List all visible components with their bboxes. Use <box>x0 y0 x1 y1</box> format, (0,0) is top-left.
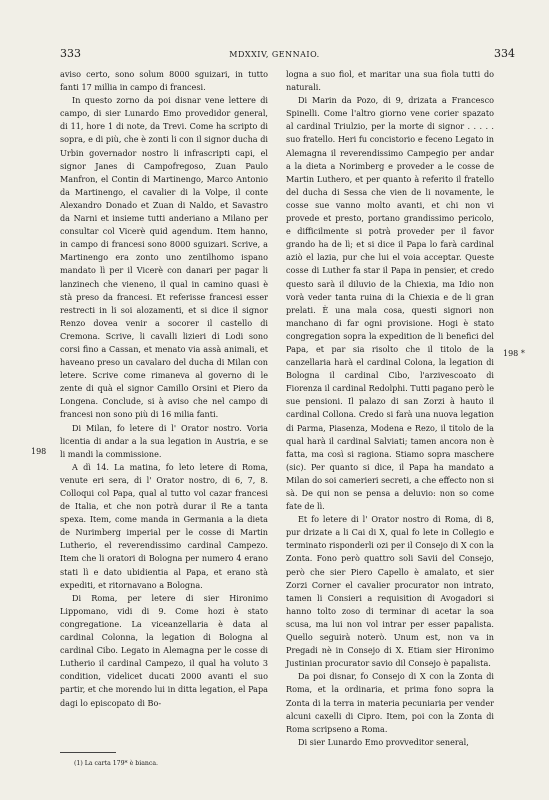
footnote-rule <box>60 752 116 753</box>
footnote: (1) La carta 179* è bianca. <box>74 760 158 767</box>
right-column-paragraph: logna a suo fiol, et maritar una sua fiola tutti do naturali. <box>286 69 494 93</box>
right-text-column <box>286 68 494 749</box>
left-column-paragraph: Di Milan, fo letere di l' Orator nostro. Voria licentia di andar a la sua legation in Austria, e se li mandi la commissione. <box>60 422 268 459</box>
left-margin-note: 198 <box>31 447 47 456</box>
right-margin-note: 198 * <box>503 349 525 358</box>
left-column-paragraph: Di Roma, per letere di sier Hironimo Lippomano, vidi di 9. Come hozi è stato congregatione. La viceanzellaria è data al cardinal Colonna, la legation di Bologna al cardinal Cibo. Legato in Alemagna per le cosse di Lutherio il cardinal Campezo, il qual ha voluto 3 condition, videlicet ducati 2000 avanti el suo partir, et che morendo lui in ditta legation, el Papa dagi lo episcopato di Bo- <box>60 592 268 708</box>
left-column-paragraph: A dì 14. La matina, fo leto letere di Roma, venute eri sera, di l' Orator nostro, di 6, 7, 8. Colloqui col Papa, qual al tutto vol cazar francesi de Italia, et che non potrà durar il Re a tanta spexa. Item, come manda in Germania a la dieta de Nurimberg imperial per le cosse di Martin Lutherio, el reverendissimo cardinal Campezo. Item che li oratori di Bologna per numero 4 erano stati lì e dato ubidientia al Papa, et erano stà expediti, et ritornavano a Bologna. <box>60 461 268 590</box>
left-text-column <box>60 68 268 710</box>
left-column-paragraph: In questo zorno da poi disnar vene lettere di campo, di sier Lunardo Emo provedidor general, di 11, hore 1 di note, da Trevi. Come ha scripto di sopra, e di più, che è zonti li con il signor ducha di Urbin governador nostro li infrascripti capi, el signor Janes di Campofregoso, Zuan Paulo Manfron, el Contin di Martinengo, Marco Antonio da Martinengo, el cavalier di la Volpe, il conte Alexandro Donado et Zuan di Naldo, et Savastro da Narni et insieme tutti anderiano a Milano per consultar col Vicerè quid agendum. Item hanno, in campo di francesi sono 8000 sguizari. Scrive, a Martinengo era zonto uno zentilhomo ispano mandato lì per il Vicerè con danari per pagar li lanzinech che vieneno, il qual in camino quasi è stà preso da francesi. Et referisse francesi esser restrecti in li soi alozamenti, et si dice il signor Renzo dovea venir a socorer il castello di Cremona. Scrive, li cavalli lizieri di Lodi sono corsi fino a Cassan, et menato via assà animali, et haveano preso un cavalaro del ducha di Milan con letere. Scrive come rimaneva al governo di le zente di quà el signor Camillo Orsini et Piero da Longena. Conclude, si à aviso che nel campo di francesi non sono più di 16 milia fanti. <box>60 95 268 420</box>
right-column-paragraph: Et fo letere di l' Orator nostro di Roma, di 8, pur drizate a li Cai di X, qual fo lete in Collegio e terminato risponderli ozi per il Consejo di X con la Zonta. Fono però quattro soli Savii del Consejo, però che sier Piero Capello è amalato, et sier Zorzi Corner el cavalier procurator non intrato, tamen li Consieri a requisition di Avogadori si hanno tolto zoso di terminar di acetar la soa scusa, ma lui non vol intrar per esser papalista. Quello seguirà noterò. Unum est, non va in Pregadi nè in Consejo di X. Etiam sier Hironimo Justinian procurator savio dil Consejo è papalista. <box>286 514 494 669</box>
right-column-paragraph: Di sier Lunardo Emo provveditor seneral, <box>298 736 469 747</box>
right-column-paragraph: Di Marin da Pozo, di 9, drizata a Francesco Spinelli. Come l'altro giorno vene corier spazato al cardinal Triulzio, per la morte di signor . . . . . suo fratello. Heri fu concistorio e feceno Legato in Alemagna il reverendissimo Campegio per andar a la dieta a Norimberg e proveder a le cosse de Martin Luthero, et per quanto à referito il fratello del ducha di Sessa che vien de li novamente, le cosse sue vanno molto avanti, et chi non vi provede et presto, portano grandissimo pericolo, e difficilmente si potrà proveder per il favor grando ha de lì; et si dice il Papa lo farà cardinal aziò el lazia, pur che lui el voia acceptar. Queste cosse di Luther fa star il Papa in pensier, et credo questo sarà il diluvio de la Chiexia, ma Idio non vorà veder tanta ruina di la Chiexia e de li gran prelati. È una mala cosa, questi signori non manchano di far ogni provisione. Hogi è stato congregation sopra la expedition de li benefici del Papa, et par sia risolto che il titolo de la canzellaria harà el cardinal Colona, la legation di Bologna il cardinal Cibo, l'arzivescoato di Fiorenza il cardinal Redolphi. Tutti pagano però le sue pensioni. Il palazo di san Zorzi à hauto il cardinal Collona. Credo si farà una nuova legation di Parma, Piasenza, Modena e Rezo, il titolo de la qual harà il cardinal Salviati; tamen ancora non è fatta, ma così si ragiona. Stiamo sopra maschere (sic). Per quanto si dice, il Papa ha mandato a Milan do soi camerieri secreti, a che effecto non si sà. De qui non se pensa a deluvio: non so come fate de lì. <box>286 95 494 512</box>
right-page-number: 334 <box>494 47 515 60</box>
right-column-paragraph: Da poi disnar, fo Consejo di X con la Zonta di Roma, et la ordinaria, et prima fono sopra la Zonta di la terra in materia pecuniaria per vender alcuni caxelli di Cipro. Item, poi con la Zonta di Roma scripseno a Roma. <box>286 671 494 734</box>
left-page-number: 333 <box>60 47 81 60</box>
left-column-paragraph: aviso certo, sono solum 8000 sguizari, in tutto fanti 17 millia in campo di francesi. <box>60 69 268 93</box>
running-title: MDXXIV, GENNAIO. <box>229 50 320 59</box>
